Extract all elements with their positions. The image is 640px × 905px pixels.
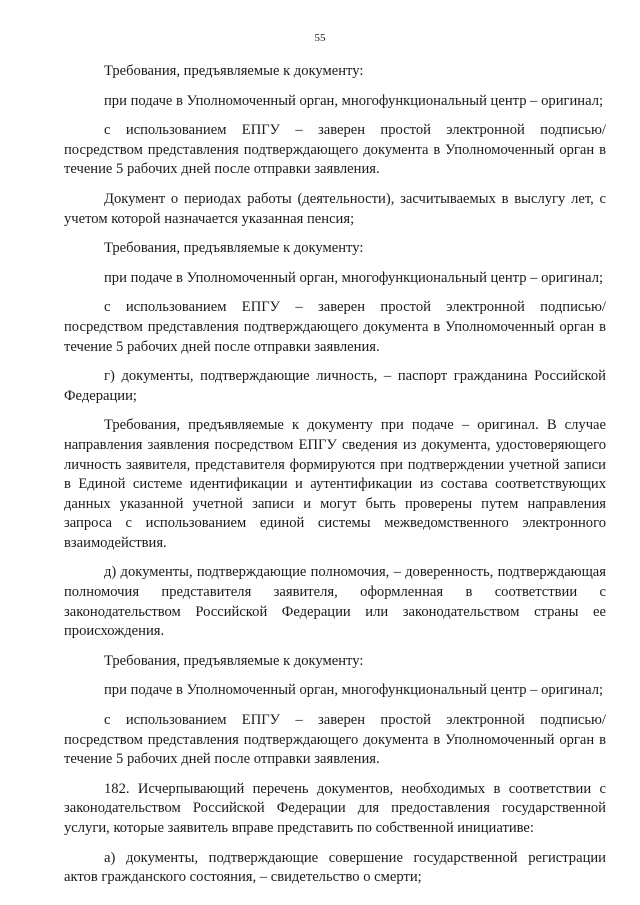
paragraph: Требования, предъявляемые к документу:	[104, 63, 364, 79]
paragraph: с использованием ЕПГУ – заверен простой электронной подписью/ посредством представления подтверждающего документа в Уполномоченный орган в течение 5 рабочих дней после отправки заявления.	[64, 712, 606, 768]
paragraph: Требования, предъявляемые к документу:	[104, 652, 364, 669]
paragraph: г) документы, подтверждающие личность, – паспорт гражданина Российской Федерации;	[64, 368, 606, 404]
document-body	[64, 62, 606, 898]
paragraph: при подаче в Уполномоченный орган, многофункциональный центр – оригинал;	[104, 682, 604, 699]
paragraph: д) документы, подтверждающие полномочия, – доверенность, подтверждающая полномочия представителя заявителя, оформленная в соответствии с законодательством Российской Федерации или законодательством страны ее происхождения.	[64, 564, 606, 640]
paragraph: при подаче в Уполномоченный орган, многофункциональный центр – оригинал;	[104, 92, 604, 109]
paragraph: с использованием ЕПГУ – заверен простой электронной подписью/ посредством представления подтверждающего документа в Уполномоченный орган в течение 5 рабочих дней после отправки заявления.	[64, 122, 606, 178]
paragraph: а) документы, подтверждающие совершение государственной регистрации актов гражданского состояния, – свидетельство о смерти;	[64, 849, 606, 886]
paragraph: с использованием ЕПГУ – заверен простой электронной подписью/ посредством представления подтверждающего документа в Уполномоченный орган в течение 5 рабочих дней после отправки заявления.	[64, 299, 606, 355]
paragraph: Требования, предъявляемые к документу:	[104, 240, 364, 257]
paragraph: Требования, предъявляемые к документу при подаче – оригинал. В случае направления заявления посредством ЕПГУ сведения из документа, удостоверяющего личность заявителя, представителя формируются при подтверждении учетной записи в Единой системе идентификации и аутентификации из состава соответствующих данных указанной учетной записи и могут быть проверены путем направления запроса с использованием единой системы межведомственного электронного взаимодействия.	[64, 417, 606, 551]
page-number: 55	[314, 32, 326, 44]
paragraph: 182. Исчерпывающий перечень документов, необходимых в соответствии с законодательством Российской Федерации для предоставления государственной услуги, которые заявитель вправе представить по собственной инициативе:	[64, 780, 606, 836]
paragraph: при подаче в Уполномоченный орган, многофункциональный центр – оригинал;	[104, 269, 604, 286]
paragraph: Документ о периодах работы (деятельности), засчитываемых в выслугу лет, с учетом которой назначается указанная пенсия;	[64, 190, 606, 227]
